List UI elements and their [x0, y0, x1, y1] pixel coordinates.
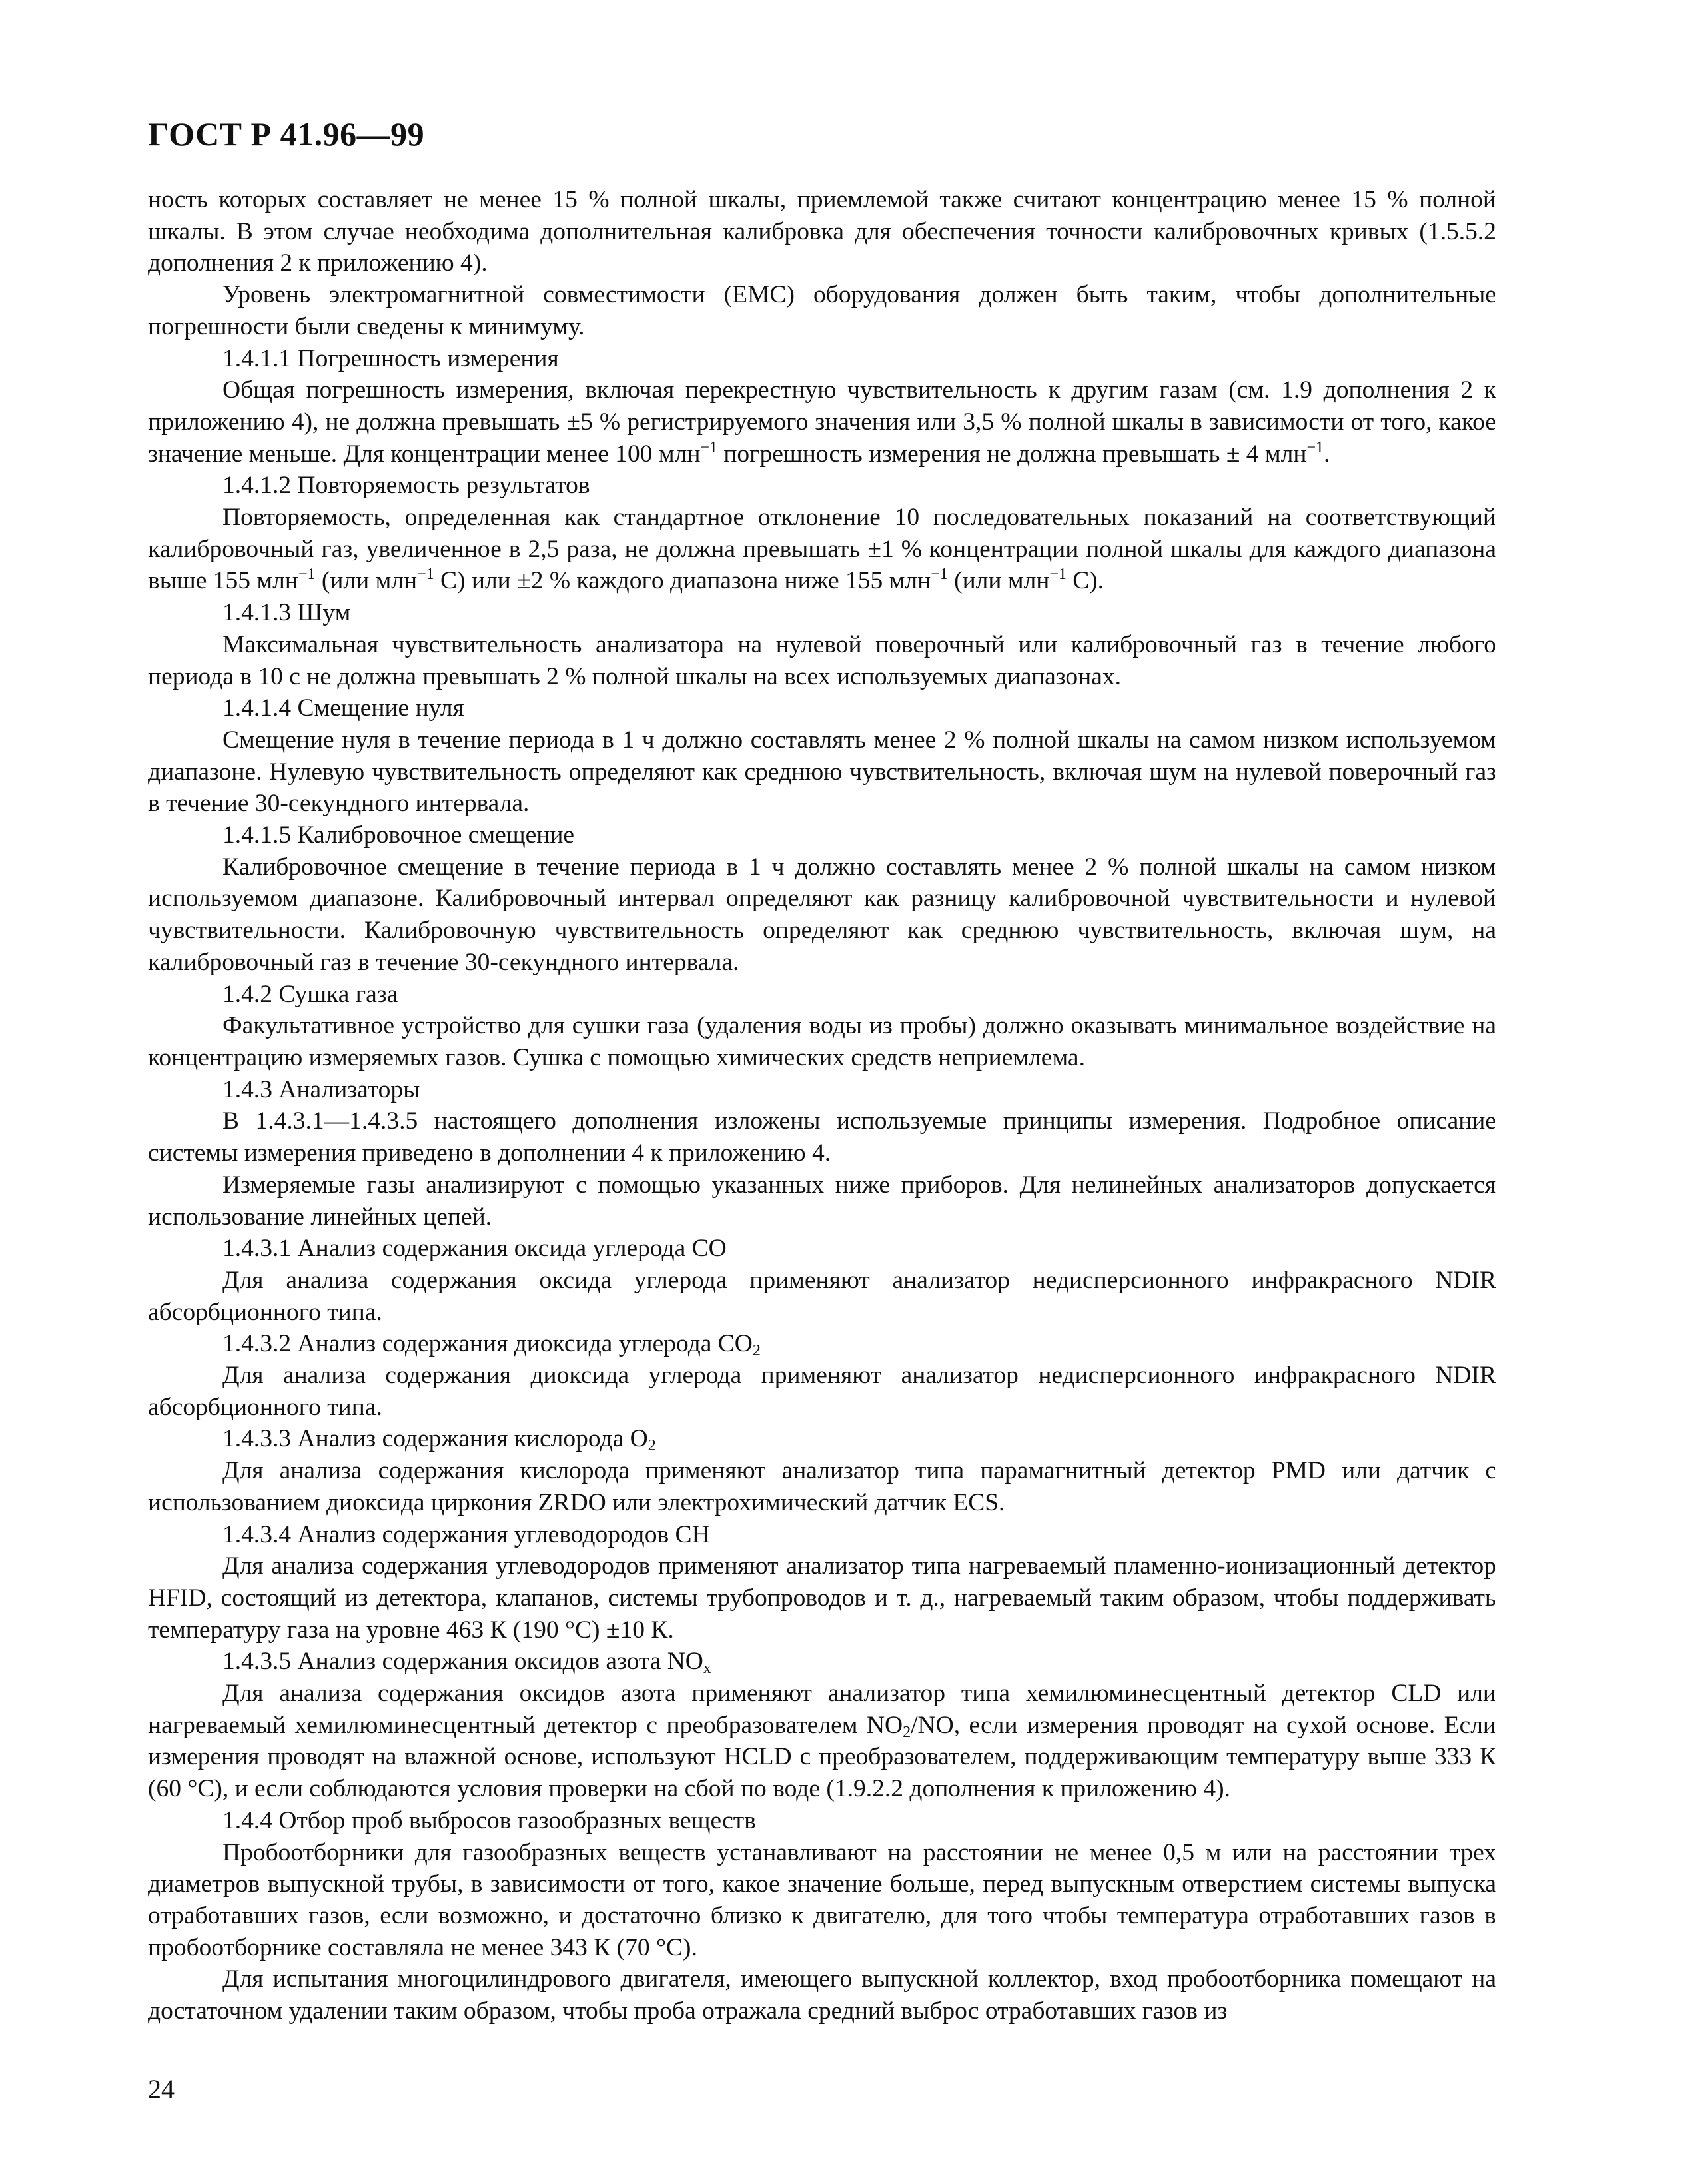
subscript: 2	[903, 1723, 911, 1741]
paragraph-noise: Максимальная чувствительность анализатора на нулевой поверочный или калибровочный газ в течение любого периода в 10 с не должна превышать 2 % полной шкалы на всех используемых диапазонах.	[148, 630, 1496, 690]
superscript: −1	[931, 566, 948, 584]
paragraph-analyzers-nonlinear: Измеряемые газы анализируют с помощью указанных ниже приборов. Для нелинейных анализаторов допускается использование линейных цепей.	[148, 1171, 1496, 1231]
heading-1-4-3-2	[148, 1328, 1496, 1360]
superscript: −1	[1049, 566, 1067, 584]
text-run: (или млн	[315, 567, 418, 595]
text-run: 1.4.3.2 Анализ содержания диоксида углерода CO	[222, 1330, 753, 1358]
paragraph-probe-placement: Пробоотборники для газообразных веществ устанавливают на расстоянии не менее 0,5 м или на расстоянии трех диаметров выпускной трубы, в зависимости от того, какое значение больше, перед выпускным отверстием системы выпуска отработавших газов, если возможно, и достаточно близко к двигателю, для того чтобы температура отработавших газов в пробоотборнике составляла не менее 343 К (70 °C).	[148, 1838, 1496, 1961]
paragraph-multicylinder: Для испытания многоцилиндрового двигателя, имеющего выпускной коллектор, вход пробоотборника помещают на достаточном удалении таким образом, чтобы проба отражала средний выброс отработавших газов из	[148, 1965, 1496, 2025]
heading-1-4-3: 1.4.3 Анализаторы	[222, 1075, 420, 1103]
superscript: −1	[700, 438, 717, 456]
paragraph-hc-analysis: Для анализа содержания углеводородов применяют анализатор типа нагреваемый пламенно-ионизационный детектор HFID, состоящий из детектора, клапанов, системы трубопроводов и т. д., нагреваемый таким образом, чтобы поддерживать температуру газа на уровне 463 К (190 °C) ±10 К.	[148, 1552, 1496, 1644]
paragraph-o2-analysis: Для анализа содержания кислорода применяют анализатор типа парамагнитный детектор PMD или датчик с использованием диоксида циркония ZRDO или электрохимический датчик ECS.	[148, 1457, 1496, 1516]
heading-1-4-1-4: 1.4.1.4 Смещение нуля	[222, 694, 464, 722]
heading-1-4-3-3	[148, 1423, 1496, 1455]
text-run: Для анализа содержания оксидов азота применяют анализатор типа хемилюминесцентный детектор CLD или нагреваемый хемилюминесцентный детектор с преобразователем NO	[148, 1680, 1496, 1739]
document-body	[148, 184, 1496, 2027]
paragraph-span-drift: Калибровочное смещение в течение периода в 1 ч должно составлять менее 2 % полной шкалы на самом низком используемом диапазоне. Калибровочный интервал определяют как разницу калибровочной чувствительности и нулевой чувствительности. Калибровочную чувствительность определяют как среднюю чувствительность, включая шум, на калибровочный газ в течение 30-секундного интервала.	[148, 853, 1496, 976]
subscript: x	[703, 1660, 711, 1678]
heading-1-4-1-5: 1.4.1.5 Калибровочное смещение	[222, 821, 575, 849]
heading-1-4-3-4: 1.4.3.4 Анализ содержания углеводородов CH	[222, 1520, 710, 1548]
subscript: 2	[752, 1342, 761, 1360]
paragraph-zero-drift: Смещение нуля в течение периода в 1 ч должно составлять менее 2 % полной шкалы на самом низком используемом диапазоне. Нулевую чувствительность определяют как среднюю чувствительность, включая шум на нулевой поверочный газ в течение 30-секундного интервала.	[148, 726, 1496, 818]
paragraph-co2-analysis: Для анализа содержания диоксида углерода применяют анализатор недисперсионного инфракрасного NDIR абсорбционного типа.	[148, 1362, 1496, 1421]
text-run: 1.4.3.5 Анализ содержания оксидов азота NO	[222, 1648, 703, 1676]
heading-1-4-1-1: 1.4.1.1 Погрешность измерения	[222, 344, 559, 372]
page-number: 24	[148, 2074, 175, 2104]
paragraph-gas-drying: Факультативное устройство для сушки газа (удаления воды из пробы) должно оказывать минимальное воздействие на концентрацию измеряемых газов. Сушка с помощью химических средств неприемлема.	[148, 1012, 1496, 1071]
document-header: ГОСТ Р 41.96—99	[148, 115, 425, 153]
text-run: .	[1324, 440, 1330, 468]
heading-1-4-1-2: 1.4.1.2 Повторяемость результатов	[222, 472, 590, 500]
paragraph-continuation: ность которых составляет не менее 15 % полной шкалы, приемлемой также считают концентрацию менее 15 % полной шкалы. В этом случае необходима дополнительная калибровка для обеспечения точности калибровочных кривых (1.5.5.2 дополнения 2 к приложению 4).	[148, 186, 1496, 277]
superscript: −1	[1306, 438, 1324, 456]
heading-1-4-1-3: 1.4.1.3 Шум	[222, 599, 351, 627]
paragraph-repeatability	[148, 502, 1496, 597]
paragraph-co-analysis: Для анализа содержания оксида углерода применяют анализатор недисперсионного инфракрасного NDIR абсорбционного типа.	[148, 1266, 1496, 1326]
superscript: −1	[417, 566, 434, 584]
text-run: 1.4.3.3 Анализ содержания кислорода O	[222, 1425, 648, 1453]
text-run: С) или ±2 % каждого диапазона ниже 155 млн	[434, 567, 931, 595]
paragraph-measurement-error	[148, 374, 1496, 470]
text-run: С).	[1066, 567, 1104, 595]
heading-1-4-2: 1.4.2 Сушка газа	[222, 980, 398, 1008]
text-run: (или млн	[947, 567, 1050, 595]
paragraph-nox-analysis	[148, 1678, 1496, 1805]
subscript: 2	[647, 1437, 656, 1455]
text-run: Общая погрешность измерения, включая перекрестную чувствительность к другим газам (см. 1.9 дополнения 2 к приложению 4), не должна превышать ±5 % регистрируемого значения или 3,5 % полной шкалы в зависимости от того, какое значение меньше. Для концентрации менее 100 млн	[148, 376, 1496, 468]
text-run: Повторяемость, определенная как стандартное отклонение 10 последовательных показаний на соответствующий калибровочный газ, увеличенное в 2,5 раза, не должна превышать ±1 % концентрации полной шкалы для каждого диапазона выше 155 млн	[148, 504, 1496, 595]
paragraph-emc: Уровень электромагнитной совместимости (EMC) оборудования должен быть таким, чтобы дополнительные погрешности были сведены к минимуму.	[148, 281, 1496, 340]
text-run: погрешность измерения не должна превышать ± 4 млн	[717, 440, 1307, 468]
superscript: −1	[298, 566, 316, 584]
heading-1-4-3-5	[148, 1646, 1496, 1678]
heading-1-4-3-1: 1.4.3.1 Анализ содержания оксида углерода CO	[222, 1235, 727, 1263]
paragraph-analyzers-intro: В 1.4.3.1—1.4.3.5 настоящего дополнения изложены используемые принципы измерения. Подробное описание системы измерения приведено в дополнении 4 к приложению 4.	[148, 1107, 1496, 1167]
heading-1-4-4: 1.4.4 Отбор проб выбросов газообразных веществ	[222, 1806, 756, 1834]
text-run: /NO, если измерения проводят на сухой основе. Если измерения проводят на влажной основе, используют HCLD с преобразователем, поддерживающим температуру выше 333 К (60 °C), и если соблюдаются условия проверки на сбой по воде (1.9.2.2 дополнения к приложению 4).	[148, 1711, 1496, 1803]
